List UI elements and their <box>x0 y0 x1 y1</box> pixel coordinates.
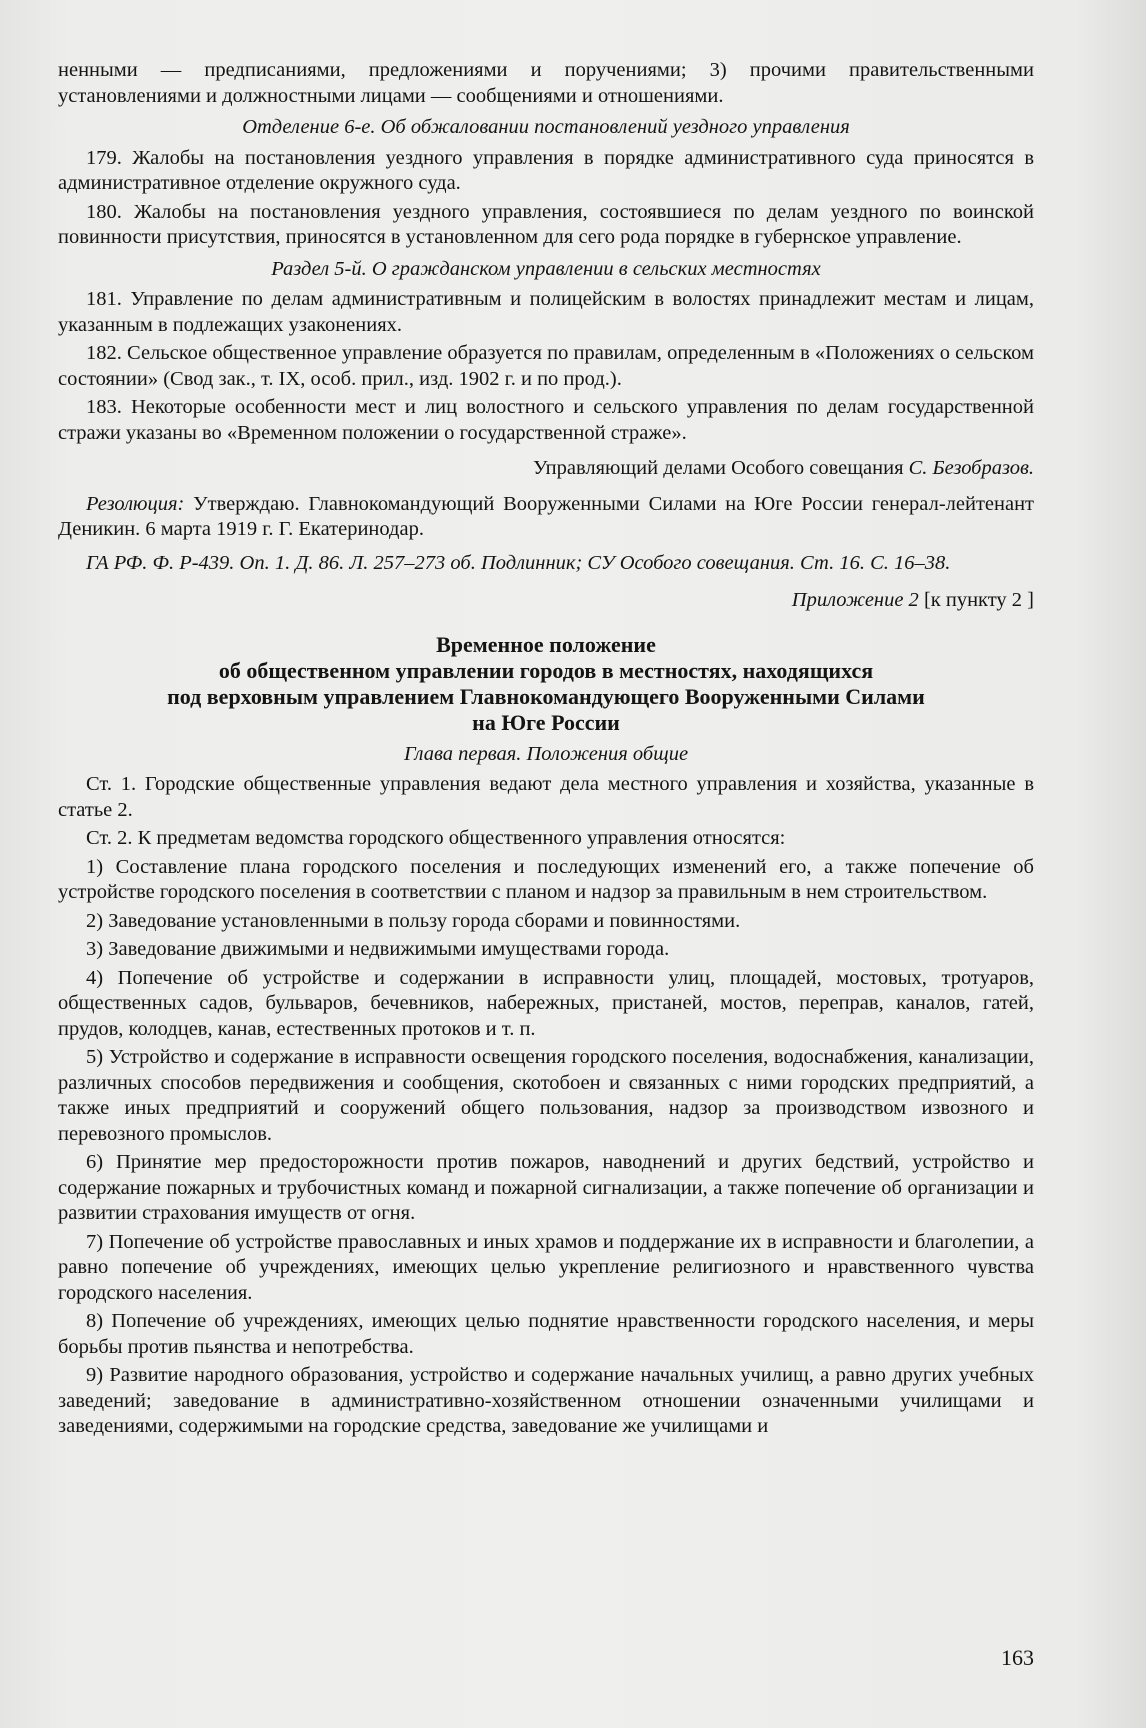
paragraph-181: 181. Управление по делам административным и полицейским в волостях принадлежит местам и лицам, указанным в подлежащих узаконениях. <box>58 288 1034 336</box>
list-item: 3) Заведование движимыми и недвижимыми имуществами города. <box>86 938 670 960</box>
title-line: об общественном управлении городов в местностях, находящихся <box>218 657 874 683</box>
list-item: 2) Заведование установленными в пользу города сборами и повинностями. <box>86 909 741 932</box>
list-item: 7) Попечение об устройстве православных и иных храмов и поддержание их в исправности и благолепии, а равно попечение об учреждениях, имеющих целью укрепление религиозного и нравственного чувства городского населения. <box>58 1230 1034 1304</box>
signature-position: Управляющий делами Особого совещания <box>532 457 904 479</box>
paragraph-top: ненными — предписаниями, предложениями и поручениями; 3) прочими правительственными установлениями и должностными лицами — сообщениями и отношениями. <box>58 59 1034 107</box>
resolution <box>58 492 1034 543</box>
paragraph-179: 179. Жалобы на постановления уездного управления в порядке административного суда приносятся в административное отделение окружного суда. <box>58 146 1034 194</box>
list-item: 1) Составление плана городского поселения и последующих изменений его, а также попечение об устройстве городского поселения в соответствии с планом и надзор за правильным в нем строительством. <box>58 855 1034 903</box>
appendix-title: Приложение 2 <box>791 589 919 611</box>
appendix-label <box>58 588 1034 614</box>
razdel-heading: Раздел 5-й. О гражданском управлении в сельских местностях <box>271 257 821 280</box>
section-heading: Отделение 6-е. Об обжаловании постановлений уездного управления <box>242 116 850 138</box>
list-item: 8) Попечение об учреждениях, имеющих целью поднятие нравственности городского населения, и меры борьбы против пьянства и непотребства. <box>58 1310 1034 1358</box>
paragraph-183: 183. Некоторые особенности мест и лиц волостного и сельского управления по делам государственной стражи указаны во «Временном положении о государственной страже». <box>58 396 1034 444</box>
signature-line <box>58 456 1034 482</box>
title-line: на Юге России <box>472 709 620 735</box>
document-title <box>58 632 1034 736</box>
title-line: под верховным управлением Главнокомандующего Вооруженными Силами <box>167 683 925 709</box>
list-item: 5) Устройство и содержание в исправности освещения городского поселения, водоснабжения, канализации, различных способов передвижения и сообщения, скотобоен и связанных с ними городских предприятий, а также иных предприятий и сооружений общего пользования, надзор за производством извозного и перевозного промыслов. <box>58 1046 1034 1145</box>
resolution-text: Утверждаю. Главнокомандующий Вооруженными Силами на Юге России генерал-лейтенант Деникин. 6 марта 1919 г. Г. Екатеринодар. <box>58 492 1034 540</box>
chapter-heading: Глава первая. Положения общие <box>403 742 689 765</box>
list-item: 9) Развитие народного образования, устройство и содержание начальных училищ, а равно других учебных заведений; заведование в административно-хозяйственном отношении означенными училищами и заведениями, содержимыми на городские средства, заведование же училищами и <box>58 1364 1034 1437</box>
resolution-label: Резолюция: <box>86 492 185 515</box>
article-1: Ст. 1. Городские общественные управления ведают дела местного управления и хозяйства, указанные в статье 2. <box>58 773 1034 821</box>
paragraph-180: 180. Жалобы на постановления уездного управления, состоявшиеся по делам уездного по воинской повинности присутствия, приносятся в установленном для сего рода порядке в губернское управление. <box>58 200 1034 248</box>
page-number: 163 <box>1001 1645 1034 1670</box>
list-item: 4) Попечение об устройстве и содержании в исправности улиц, площадей, мостовых, тротуаров, общественных садов, бульваров, бечевников, набережных, пристаней, мостов, переправ, каналов, гатей, прудов, колодцев, канав, естественных протоков и т. п. <box>58 966 1034 1040</box>
page-text <box>58 58 1034 1440</box>
paragraph-182: 182. Сельское общественное управление образуется по правилам, определенным в «Положениях о сельском состоянии» (Свод зак., т. IX, особ. прил., изд. 1902 г. и по прод.). <box>58 342 1034 390</box>
signature-name: С. Безобразов. <box>908 457 1034 479</box>
list-item: 6) Принятие мер предосторожности против пожаров, наводнений и других бедствий, устройство и содержание пожарных и трубочистных команд и пожарной сигнализации, а также попечение об организации и развитии страхования имуществ от огня. <box>58 1151 1034 1224</box>
title-line: Временное положение <box>436 631 656 657</box>
article-2: Ст. 2. К предметам ведомства городского общественного управления относятся: <box>86 827 786 849</box>
appendix-ref: [к пункту 2 ] <box>923 589 1034 611</box>
archive-reference: ГА РФ. Ф. Р-439. Оп. 1. Д. 86. Л. 257–273 об. Подлинник; СУ Особого совещания. Ст. 16. С. 16–38. <box>86 551 951 574</box>
